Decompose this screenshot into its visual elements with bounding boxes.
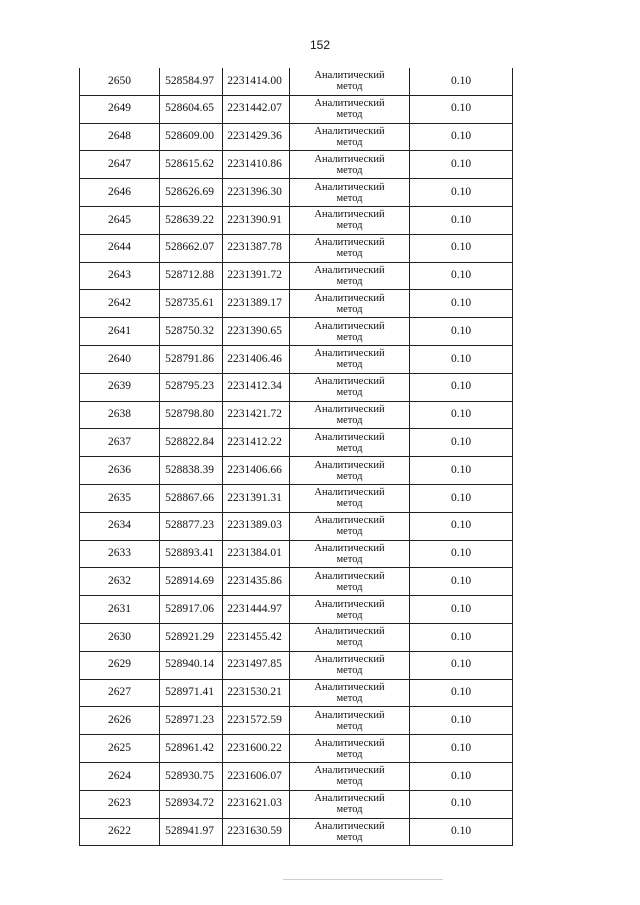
method-label-line1: Аналитический <box>314 431 385 443</box>
method-label-line2: метод <box>336 665 363 677</box>
y-coordinate-cell: 2231600.22 <box>223 735 290 763</box>
method-cell <box>290 457 410 485</box>
x-coordinate-cell: 528930.75 <box>160 762 223 790</box>
method-label-line1: Аналитический <box>314 487 385 499</box>
method-cell <box>290 206 410 234</box>
method-cell <box>290 484 410 512</box>
accuracy-cell: 0.10 <box>410 318 513 346</box>
x-coordinate-cell: 528941.97 <box>160 818 223 846</box>
x-coordinate-cell: 528791.86 <box>160 345 223 373</box>
y-coordinate-cell: 2231455.42 <box>223 623 290 651</box>
point-number-cell: 2624 <box>80 762 160 790</box>
method-label-line1: Аналитический <box>314 598 385 610</box>
x-coordinate-cell: 528917.06 <box>160 596 223 624</box>
x-coordinate-cell: 528795.23 <box>160 373 223 401</box>
table-row <box>80 623 513 651</box>
method-label-line1: Аналитический <box>314 153 385 165</box>
method-label-line2: метод <box>336 275 363 287</box>
method-cell <box>290 568 410 596</box>
table-row <box>80 262 513 290</box>
method-label-line2: метод <box>336 248 363 260</box>
y-coordinate-cell: 2231389.03 <box>223 512 290 540</box>
x-coordinate-cell: 528609.00 <box>160 123 223 151</box>
method-label-line1: Аналитический <box>314 320 385 332</box>
point-number-cell: 2623 <box>80 790 160 818</box>
method-label-line2: метод <box>336 804 363 816</box>
method-cell <box>290 68 410 95</box>
point-number-cell: 2642 <box>80 290 160 318</box>
accuracy-cell: 0.10 <box>410 234 513 262</box>
point-number-cell: 2645 <box>80 206 160 234</box>
accuracy-cell: 0.10 <box>410 818 513 846</box>
x-coordinate-cell: 528626.69 <box>160 179 223 207</box>
page-number: 152 <box>309 38 331 52</box>
point-number-cell: 2632 <box>80 568 160 596</box>
method-label-line1: Аналитический <box>314 542 385 554</box>
point-number-cell: 2646 <box>80 179 160 207</box>
accuracy-cell: 0.10 <box>410 679 513 707</box>
table-row <box>80 234 513 262</box>
method-cell <box>290 123 410 151</box>
table-row <box>80 707 513 735</box>
method-label-line2: метод <box>336 776 363 788</box>
table-row <box>80 206 513 234</box>
method-cell <box>290 762 410 790</box>
x-coordinate-cell: 528584.97 <box>160 68 223 95</box>
y-coordinate-cell: 2231410.86 <box>223 151 290 179</box>
accuracy-cell: 0.10 <box>410 373 513 401</box>
table-row <box>80 512 513 540</box>
accuracy-cell: 0.10 <box>410 290 513 318</box>
y-coordinate-cell: 2231384.01 <box>223 540 290 568</box>
method-cell <box>290 179 410 207</box>
y-coordinate-cell: 2231442.07 <box>223 95 290 123</box>
point-number-cell: 2630 <box>80 623 160 651</box>
method-label-line1: Аналитический <box>314 292 385 304</box>
method-label-line2: метод <box>336 81 363 93</box>
x-coordinate-cell: 528798.80 <box>160 401 223 429</box>
y-coordinate-cell: 2231412.34 <box>223 373 290 401</box>
y-coordinate-cell: 2231530.21 <box>223 679 290 707</box>
method-cell <box>290 290 410 318</box>
y-coordinate-cell: 2231387.78 <box>223 234 290 262</box>
table-row <box>80 596 513 624</box>
y-coordinate-cell: 2231444.97 <box>223 596 290 624</box>
table-row <box>80 318 513 346</box>
bottom-divider <box>283 879 443 880</box>
method-label-line2: метод <box>336 637 363 649</box>
y-coordinate-cell: 2231435.86 <box>223 568 290 596</box>
method-label-line2: метод <box>336 553 363 565</box>
method-label-line2: метод <box>336 331 363 343</box>
table-row <box>80 818 513 846</box>
method-label-line2: метод <box>336 220 363 232</box>
accuracy-cell: 0.10 <box>410 790 513 818</box>
accuracy-cell: 0.10 <box>410 151 513 179</box>
accuracy-cell: 0.10 <box>410 262 513 290</box>
method-cell <box>290 401 410 429</box>
accuracy-cell: 0.10 <box>410 123 513 151</box>
method-label-line1: Аналитический <box>314 125 385 137</box>
method-label-line1: Аналитический <box>314 570 385 582</box>
x-coordinate-cell: 528712.88 <box>160 262 223 290</box>
x-coordinate-cell: 528750.32 <box>160 318 223 346</box>
x-coordinate-cell: 528867.66 <box>160 484 223 512</box>
method-label-line2: метод <box>336 442 363 454</box>
method-label-line2: метод <box>336 720 363 732</box>
x-coordinate-cell: 528921.29 <box>160 623 223 651</box>
method-label-line1: Аналитический <box>314 820 385 832</box>
table-row <box>80 735 513 763</box>
table-row <box>80 151 513 179</box>
method-cell <box>290 373 410 401</box>
x-coordinate-cell: 528822.84 <box>160 429 223 457</box>
accuracy-cell: 0.10 <box>410 707 513 735</box>
y-coordinate-cell: 2231572.59 <box>223 707 290 735</box>
coordinates-table <box>79 68 513 846</box>
x-coordinate-cell: 528877.23 <box>160 512 223 540</box>
point-number-cell: 2631 <box>80 596 160 624</box>
table-row <box>80 373 513 401</box>
x-coordinate-cell: 528971.41 <box>160 679 223 707</box>
method-cell <box>290 262 410 290</box>
y-coordinate-cell: 2231429.36 <box>223 123 290 151</box>
accuracy-cell: 0.10 <box>410 596 513 624</box>
method-label-line1: Аналитический <box>314 515 385 527</box>
method-label-line2: метод <box>336 581 363 593</box>
method-label-line1: Аналитический <box>314 237 385 249</box>
y-coordinate-cell: 2231396.30 <box>223 179 290 207</box>
point-number-cell: 2641 <box>80 318 160 346</box>
point-number-cell: 2627 <box>80 679 160 707</box>
method-cell <box>290 623 410 651</box>
table-row <box>80 762 513 790</box>
method-cell <box>290 512 410 540</box>
method-label-line1: Аналитический <box>314 209 385 221</box>
accuracy-cell: 0.10 <box>410 623 513 651</box>
x-coordinate-cell: 528961.42 <box>160 735 223 763</box>
y-coordinate-cell: 2231406.66 <box>223 457 290 485</box>
y-coordinate-cell: 2231412.22 <box>223 429 290 457</box>
table-row <box>80 179 513 207</box>
method-label-line2: метод <box>336 609 363 621</box>
point-number-cell: 2629 <box>80 651 160 679</box>
table-row <box>80 401 513 429</box>
method-label-line1: Аналитический <box>314 264 385 276</box>
method-cell <box>290 95 410 123</box>
method-label-line2: метод <box>336 414 363 426</box>
x-coordinate-cell: 528934.72 <box>160 790 223 818</box>
x-coordinate-cell: 528940.14 <box>160 651 223 679</box>
method-cell <box>290 707 410 735</box>
accuracy-cell: 0.10 <box>410 735 513 763</box>
method-label-line2: метод <box>336 748 363 760</box>
point-number-cell: 2648 <box>80 123 160 151</box>
y-coordinate-cell: 2231497.85 <box>223 651 290 679</box>
point-number-cell: 2636 <box>80 457 160 485</box>
y-coordinate-cell: 2231621.03 <box>223 790 290 818</box>
x-coordinate-cell: 528615.62 <box>160 151 223 179</box>
method-label-line1: Аналитический <box>314 459 385 471</box>
accuracy-cell: 0.10 <box>410 457 513 485</box>
accuracy-cell: 0.10 <box>410 484 513 512</box>
accuracy-cell: 0.10 <box>410 429 513 457</box>
method-cell <box>290 540 410 568</box>
table-row <box>80 679 513 707</box>
method-label-line1: Аналитический <box>314 70 385 82</box>
table-row <box>80 429 513 457</box>
method-cell <box>290 790 410 818</box>
method-cell <box>290 151 410 179</box>
method-label-line1: Аналитический <box>314 376 385 388</box>
point-number-cell: 2650 <box>80 68 160 95</box>
method-label-line2: метод <box>336 387 363 399</box>
accuracy-cell: 0.10 <box>410 179 513 207</box>
method-label-line2: метод <box>336 359 363 371</box>
method-label-line1: Аналитический <box>314 793 385 805</box>
x-coordinate-cell: 528893.41 <box>160 540 223 568</box>
point-number-cell: 2622 <box>80 818 160 846</box>
method-cell <box>290 234 410 262</box>
accuracy-cell: 0.10 <box>410 762 513 790</box>
point-number-cell: 2634 <box>80 512 160 540</box>
table-row <box>80 68 513 95</box>
y-coordinate-cell: 2231414.00 <box>223 68 290 95</box>
y-coordinate-cell: 2231389.17 <box>223 290 290 318</box>
point-number-cell: 2640 <box>80 345 160 373</box>
method-label-line1: Аналитический <box>314 709 385 721</box>
method-label-line1: Аналитический <box>314 403 385 415</box>
x-coordinate-cell: 528662.07 <box>160 234 223 262</box>
accuracy-cell: 0.10 <box>410 68 513 95</box>
method-label-line1: Аналитический <box>314 348 385 360</box>
method-label-line2: метод <box>336 109 363 121</box>
method-label-line2: метод <box>336 136 363 148</box>
method-cell <box>290 596 410 624</box>
x-coordinate-cell: 528639.22 <box>160 206 223 234</box>
table-row <box>80 95 513 123</box>
point-number-cell: 2649 <box>80 95 160 123</box>
accuracy-cell: 0.10 <box>410 95 513 123</box>
method-label-line2: метод <box>336 498 363 510</box>
accuracy-cell: 0.10 <box>410 401 513 429</box>
point-number-cell: 2635 <box>80 484 160 512</box>
y-coordinate-cell: 2231406.46 <box>223 345 290 373</box>
method-cell <box>290 679 410 707</box>
point-number-cell: 2639 <box>80 373 160 401</box>
method-label-line2: метод <box>336 526 363 538</box>
point-number-cell: 2638 <box>80 401 160 429</box>
accuracy-cell: 0.10 <box>410 540 513 568</box>
accuracy-cell: 0.10 <box>410 512 513 540</box>
point-number-cell: 2643 <box>80 262 160 290</box>
table-row <box>80 123 513 151</box>
table-row <box>80 790 513 818</box>
point-number-cell: 2633 <box>80 540 160 568</box>
method-label-line1: Аналитический <box>314 98 385 110</box>
accuracy-cell: 0.10 <box>410 568 513 596</box>
method-label-line2: метод <box>336 303 363 315</box>
point-number-cell: 2637 <box>80 429 160 457</box>
x-coordinate-cell: 528971.23 <box>160 707 223 735</box>
table-row <box>80 651 513 679</box>
y-coordinate-cell: 2231630.59 <box>223 818 290 846</box>
method-label-line1: Аналитический <box>314 737 385 749</box>
table-row <box>80 484 513 512</box>
coordinates-table-body <box>80 68 513 846</box>
method-cell <box>290 651 410 679</box>
method-label-line2: метод <box>336 692 363 704</box>
point-number-cell: 2625 <box>80 735 160 763</box>
table-row <box>80 457 513 485</box>
method-cell <box>290 345 410 373</box>
method-label-line2: метод <box>336 192 363 204</box>
point-number-cell: 2644 <box>80 234 160 262</box>
method-label-line2: метод <box>336 470 363 482</box>
x-coordinate-cell: 528735.61 <box>160 290 223 318</box>
method-cell <box>290 735 410 763</box>
method-cell <box>290 429 410 457</box>
method-label-line2: метод <box>336 164 363 176</box>
method-label-line1: Аналитический <box>314 681 385 693</box>
table-row <box>80 568 513 596</box>
accuracy-cell: 0.10 <box>410 345 513 373</box>
accuracy-cell: 0.10 <box>410 651 513 679</box>
accuracy-cell: 0.10 <box>410 206 513 234</box>
y-coordinate-cell: 2231606.07 <box>223 762 290 790</box>
method-label-line1: Аналитический <box>314 765 385 777</box>
method-cell <box>290 818 410 846</box>
point-number-cell: 2647 <box>80 151 160 179</box>
y-coordinate-cell: 2231390.65 <box>223 318 290 346</box>
method-label-line1: Аналитический <box>314 626 385 638</box>
y-coordinate-cell: 2231390.91 <box>223 206 290 234</box>
y-coordinate-cell: 2231391.72 <box>223 262 290 290</box>
method-label-line1: Аналитический <box>314 654 385 666</box>
method-label-line1: Аналитический <box>314 181 385 193</box>
x-coordinate-cell: 528604.65 <box>160 95 223 123</box>
x-coordinate-cell: 528838.39 <box>160 457 223 485</box>
method-cell <box>290 318 410 346</box>
table-row <box>80 290 513 318</box>
point-number-cell: 2626 <box>80 707 160 735</box>
table-row <box>80 345 513 373</box>
x-coordinate-cell: 528914.69 <box>160 568 223 596</box>
y-coordinate-cell: 2231421.72 <box>223 401 290 429</box>
table-row <box>80 540 513 568</box>
y-coordinate-cell: 2231391.31 <box>223 484 290 512</box>
method-label-line2: метод <box>336 831 363 843</box>
